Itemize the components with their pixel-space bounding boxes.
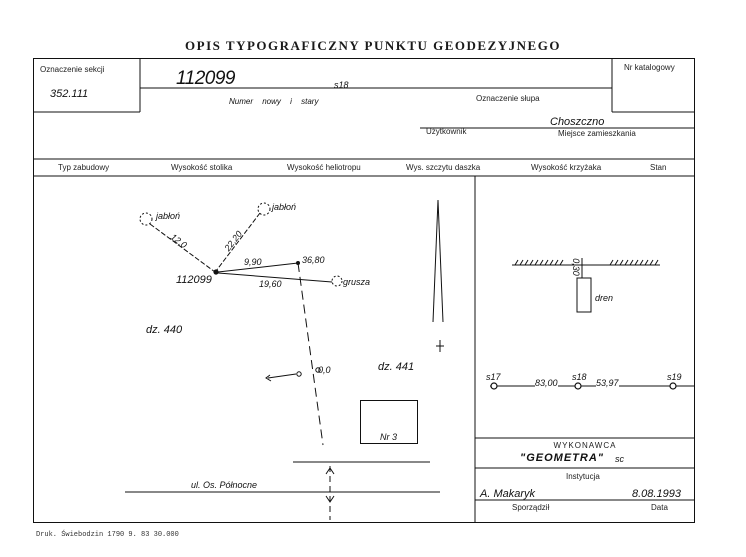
contractor-name: "GEOMETRA" <box>520 452 604 464</box>
s18-label: s18 <box>572 372 587 382</box>
dist4-label: 36,80 <box>302 255 325 265</box>
point-number-label: Numer nowy i stary <box>229 97 319 106</box>
dist2-label: 22,20 <box>222 229 245 253</box>
author-label: Sporządził <box>512 503 550 512</box>
tree3-label: grusza <box>343 277 371 287</box>
col-table-height: Wysokość stolika <box>171 163 233 172</box>
institution-label: Instytucja <box>566 472 600 481</box>
col-heliotrope-height: Wysokość heliotropu <box>287 163 361 172</box>
parcel1-label: dz. 440 <box>146 324 183 336</box>
date-label: Data <box>651 503 668 512</box>
point-label: 112099 <box>176 274 212 286</box>
point-number: 112099 <box>176 68 235 89</box>
owner-label: Użytkownik <box>426 127 467 136</box>
contractor-label: WYKONAWCA <box>553 441 617 450</box>
place-label: Miejsce zamieszkania <box>558 129 636 138</box>
dren-label: dren <box>595 293 614 303</box>
building-label: Nr 3 <box>380 432 398 442</box>
col-cross-height: Wysokość krzyżaka <box>531 163 602 172</box>
dist-s18-s19: 53,97 <box>596 378 619 388</box>
tree2-label: jabłoń <box>272 202 297 212</box>
dist3-label: 9,90 <box>244 257 262 267</box>
author-name: A. Makaryk <box>480 488 536 500</box>
s19-label: s19 <box>667 372 682 382</box>
post-label: Oznaczenie słupa <box>476 94 540 103</box>
document-title: OPIS TYPOGRAFICZNY PUNKTU GEODEZYJNEGO <box>185 38 561 53</box>
depth-label: 0,30 <box>570 258 581 276</box>
tree1-label: jabłoń <box>156 211 181 221</box>
contractor-box <box>0 441 746 450</box>
date-value: 8.08.1993 <box>632 488 681 500</box>
col-stand-height: Wys. szczytu daszka <box>406 163 481 172</box>
col-state: Stan <box>650 163 667 172</box>
section-value: 352.111 <box>50 88 89 100</box>
catalog-label: Nr katalogowy <box>624 63 675 72</box>
dist-s17-s18: 83,00 <box>535 378 558 388</box>
s17-label: s17 <box>486 372 501 382</box>
post-small: s18 <box>334 80 349 90</box>
dist1-label: 12,0 <box>168 231 189 251</box>
dist5-label: 19,60 <box>259 279 282 289</box>
section-label: Oznaczenie sekcji <box>40 65 105 74</box>
place-value: Choszczno <box>550 116 605 128</box>
print-info: Druk. Świebodzin 1790 9. 83 30.000 <box>36 531 179 539</box>
contractor-suffix: sc <box>615 454 624 464</box>
zero-label: 0,0 <box>318 365 331 375</box>
col-building-type: Typ zabudowy <box>58 163 110 172</box>
parcel2-label: dz. 441 <box>378 361 415 373</box>
street-label: ul. Os. Północne <box>191 480 258 490</box>
